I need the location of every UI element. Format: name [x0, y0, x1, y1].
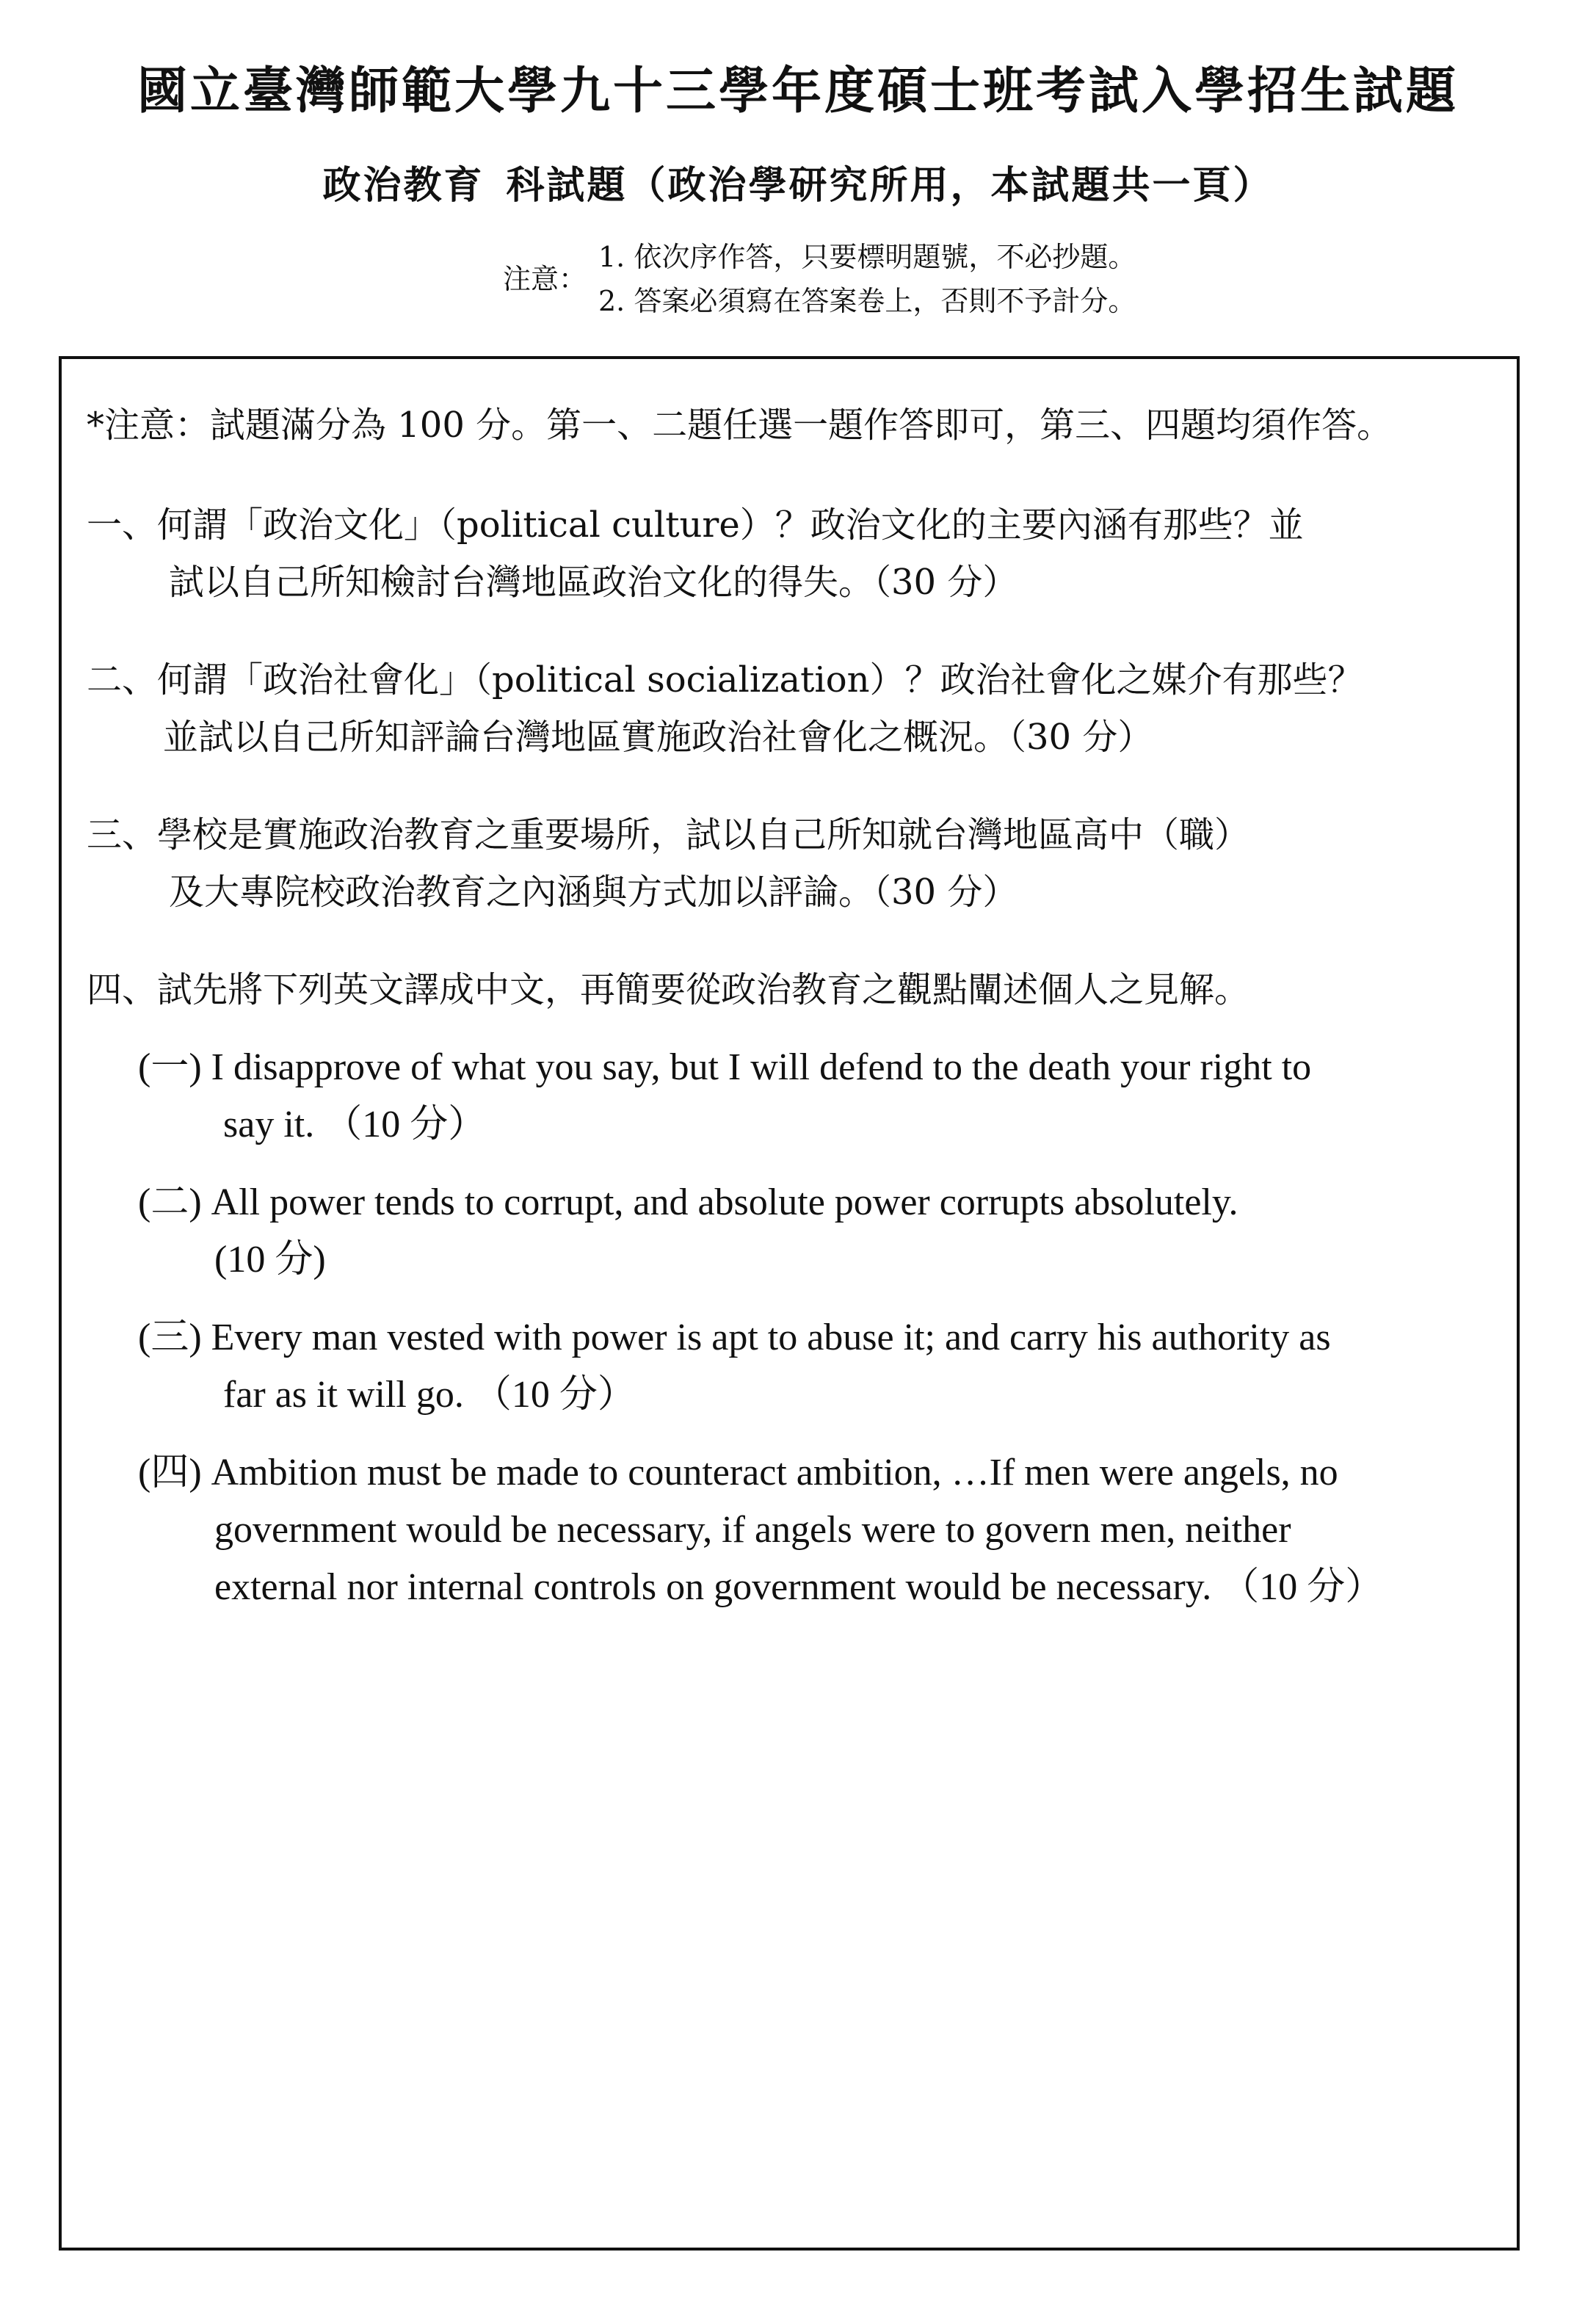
instructions-label: 注意：	[503, 263, 587, 295]
sub-question-4-line-3: external nor internal controls on government would be necessary. （10 分）	[214, 1566, 1384, 1608]
sub-question-3	[87, 1309, 1503, 1424]
question-3-line-1: 三、學校是實施政治教育之重要場所，試以自己所知就台灣地區高中（職）	[87, 814, 1250, 855]
question-2-line-1: 二、何謂「政治社會化」（political socialization）？政治社會化之媒介有那些？	[87, 659, 1363, 700]
subject-name: 政治教育	[322, 163, 485, 208]
sub-question-3-line-1: (三) Every man vested with power is apt to abuse it; and carry his authority as	[138, 1317, 1331, 1358]
exam-title: 國立臺灣師範大學九十三學年度碩士班考試入學招生試題	[137, 62, 1459, 120]
subject-suffix: 科試題（政治學研究所用，本試題共一頁）	[506, 163, 1274, 208]
question-4-line-1: 四、試先將下列英文譯成中文，再簡要從政治教育之觀點闡述個人之見解。	[87, 969, 1250, 1010]
question-2-line-2: 並試以自己所知評論台灣地區實施政治社會化之概況。（30 分）	[163, 717, 1153, 758]
instructions-list	[598, 235, 1136, 323]
sub-question-4-line-1: (四) Ambition must be made to counteract ambition, …If men were angels, no	[138, 1452, 1338, 1493]
question-1-line-2: 試以自己所知檢討台灣地區政治文化的得失。（30 分）	[169, 562, 1018, 603]
exam-subtitle	[0, 154, 1596, 209]
exam-questions	[87, 397, 1503, 1656]
question-1-line-1: 一、何謂「政治文化」（political culture）？政治文化的主要內涵有那些？並	[87, 504, 1304, 546]
sub-question-4-line-2: government would be necessary, if angels were to govern men, neither	[214, 1509, 1291, 1551]
question-1	[87, 496, 1503, 611]
question-3	[87, 806, 1503, 921]
sub-question-3-line-2: far as it will go. （10 分）	[223, 1374, 636, 1416]
sub-question-1	[87, 1039, 1503, 1154]
sub-question-4	[87, 1444, 1503, 1616]
instruction-item: 1. 依次序作答，只要標明題號，不必抄題。	[598, 241, 1136, 273]
sub-question-1-line-2: say it. （10 分）	[223, 1104, 487, 1145]
instruction-item: 2. 答案必須寫在答案卷上，否則不予計分。	[598, 285, 1136, 317]
question-2	[87, 651, 1503, 766]
sub-question-2-line-1: (二) All power tends to corrupt, and absolute power corrupts absolutely.	[138, 1181, 1238, 1223]
sub-question-1-line-1: (一) I disapprove of what you say, but I will defend to the death your right to	[138, 1046, 1312, 1088]
sub-question-2-line-2: (10 分)	[214, 1239, 326, 1281]
question-4	[87, 961, 1503, 1616]
sub-question-2	[87, 1174, 1503, 1289]
scoring-notice: *注意：試題滿分為 100 分。第一、二題任選一題作答即可，第三、四題均須作答。	[87, 405, 1393, 446]
question-3-line-2: 及大專院校政治教育之內涵與方式加以評論。（30 分）	[169, 872, 1018, 913]
